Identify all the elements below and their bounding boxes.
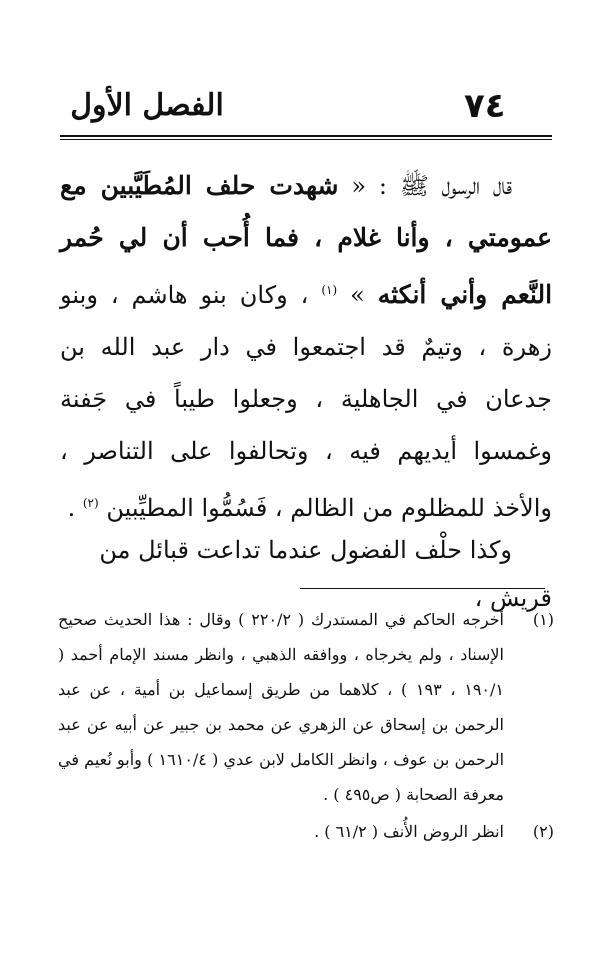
footnote-2 xyxy=(58,814,554,849)
paragraph-2: وكذا حلْف الفضول عندما تداعت قبائل من قريش ، xyxy=(99,536,552,612)
footnote-2-number: (٢) xyxy=(532,822,554,841)
quote-intro: قال الرسول ﷺ : « xyxy=(338,172,512,200)
footnote-1 xyxy=(58,602,554,812)
chapter-title: الفصل الأول xyxy=(70,88,224,123)
footnote-separator xyxy=(300,588,545,589)
footnotes xyxy=(58,602,554,851)
page-number-text: ٧٤ xyxy=(464,86,506,126)
header-rule xyxy=(60,135,552,137)
main-text xyxy=(60,160,552,534)
quote-close: » xyxy=(350,281,378,309)
hadith-quote: شهدت حلف المُطَيَّبين مع عمومتي ، وأنا غلام ، فما أُحب أن لي حُمر النَّعم وأني أنكثه xyxy=(60,171,553,309)
header-rule-thin xyxy=(60,139,552,140)
paragraph-1-end: . xyxy=(67,494,83,522)
footnote-2-text: انظر الروض الأُنف ( ٦١/٢ ) . xyxy=(314,822,504,841)
paragraph-1-rest: ، وكان بنو هاشم ، وبنو زهرة ، وتيمٌ قد اجتمعوا في دار عبد الله بن جدعان في الجاهلية ، وجعلوا طيباً في جَفنة وغمسوا أيديهم فيه ، وتحالفوا على التناصر ، والأخذ للمظلوم من الظالم ، فَسُمُّوا المطيِّبين xyxy=(60,281,552,522)
footnote-ref-2[interactable]: (٢) xyxy=(82,496,99,510)
footnote-ref-1[interactable]: (١) xyxy=(321,283,338,297)
footnote-1-text: أخرجه الحاكم في المستدرك ( ٢٢٠/٢ ) وقال : هذا الحديث صحيح الإسناد ، ولم يخرجاه ، ووافقه الذهبي ، وانظر مسند الإمام أحمد ( ١٩٠/١ ، ١٩٣ ) ، كلاهما من طريق إسماعيل بن أمية ، عن عبد الرحمن بن إسحاق عن الزهري عن محمد بن جبير عن أبيه عن عبد الرحمن بن عوف ، وانظر الكامل لابن عدي ( ١٦١٠/٤ ) وأبو نُعيم في معرفة الصحابة ( ص٤٩٥ ) . xyxy=(58,610,505,804)
paragraph-1 xyxy=(60,160,552,534)
footnote-1-number: (١) xyxy=(532,610,554,629)
